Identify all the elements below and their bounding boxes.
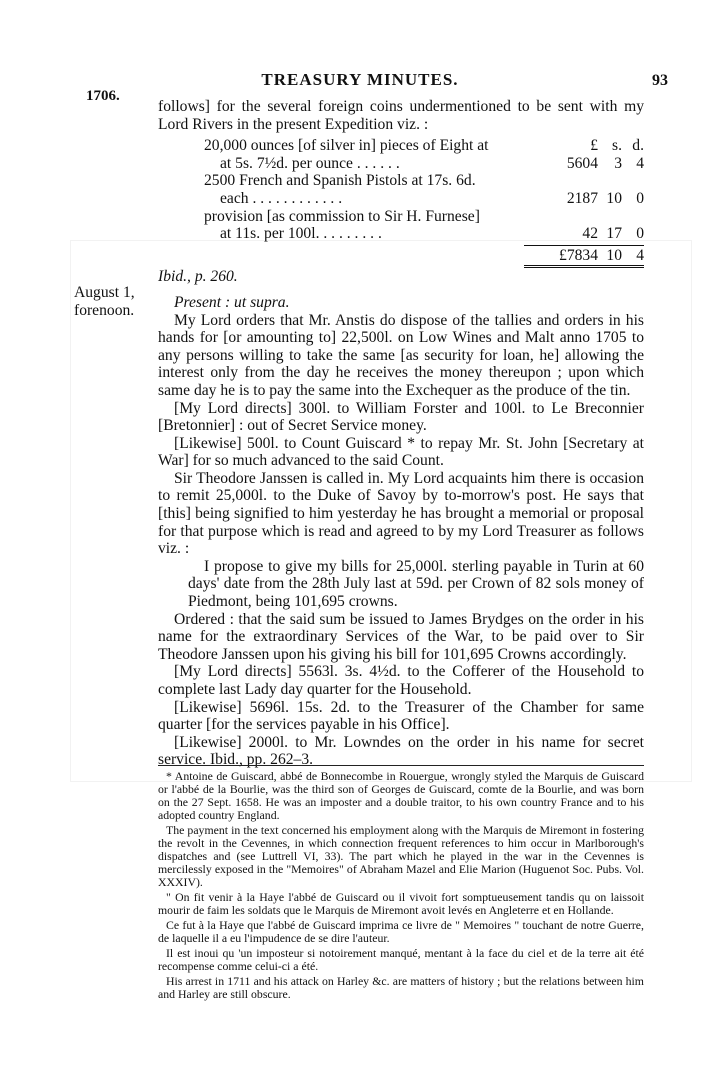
footnote: Ce fut à la Haye que l'abbé de Guiscard imprima ce livre de " Memoires " touchant de notre Guerre, de laquelle il a eu l'impudence de se dire l'auteur. xyxy=(158,918,644,945)
amount-pence: 4 xyxy=(636,154,644,172)
coin-line2: at 5s. 7½d. per ounce . . . . . . xyxy=(220,154,400,172)
amount-shillings: 10 xyxy=(606,189,622,207)
margin-date-line2: forenoon. xyxy=(74,301,135,319)
amount-pounds: 2187 xyxy=(566,189,598,207)
citation: Ibid., p. 260. xyxy=(158,268,238,286)
column-shillings: s. xyxy=(612,137,622,155)
coin-line1: 2500 French and Spanish Pistols at 17s. 6d. xyxy=(204,172,476,190)
column-pounds: £ xyxy=(590,137,598,155)
amount-shillings: 17 xyxy=(606,225,622,243)
quoted-proposal: I propose to give my bills for 25,000l. sterling payable in Turin at 60 days' date from the 28th July last at 59d. per Crown of 82 sols money of Piedmont, being 101,695 crowns. xyxy=(188,557,644,611)
coin-row xyxy=(158,225,644,243)
margin-date xyxy=(74,284,158,319)
intro-paragraph: follows] for the several foreign coins undermentioned to be sent with my Lord Rivers in the present Expedition viz. : xyxy=(158,98,644,133)
amount-pounds: 5604 xyxy=(566,154,598,172)
paragraph: My Lord orders that Mr. Anstis do dispose of the tallies and orders in his hands for [or amounting to] 22,500l. on Low Wines and Malt anno 1705 to any persons willing to take the same [as security for loan, he] allowing the interest only from the day he receives the money thereupon ; upon which same day he is to pay the same into the Exchequer as the produce of the tin. xyxy=(158,311,644,399)
page-number: 93 xyxy=(652,72,668,89)
footnote: * Antoine de Guiscard, abbé de Bonnecombe in Rouergue, wrongly styled the Marquis de Guiscard or l'abbé de la Bourlie, was the third son of Georges de Guiscard, comte de la Bourlie, and was born on the 27 Sept. 1658. He was an imposter and a double traitor, to his own country France and to his adopted country England. xyxy=(158,769,644,822)
footnote: Il est inoui qu 'un imposteur si notoirement manqué, mentant à la face du ciel et de la terre ait été recompense comme celui-ci a été. xyxy=(158,946,644,973)
amount-pounds: 42 xyxy=(582,225,598,243)
column-pence: d. xyxy=(632,137,644,155)
running-title: TREASURY MINUTES. xyxy=(261,70,459,89)
paragraph: [Likewise] 500l. to Count Guiscard * to repay Mr. St. John [Secretary at War] for so much advanced to the said Count. xyxy=(158,434,644,470)
coin-line1: provision [as commission to Sir H. Furnese] xyxy=(204,207,480,225)
coin-row xyxy=(158,208,644,226)
coin-line1: 20,000 ounces [of silver in] pieces of Eight at xyxy=(204,137,489,155)
amount-pence: 0 xyxy=(636,225,644,243)
total-pence: 4 xyxy=(636,246,644,264)
coin-row xyxy=(158,155,644,173)
paragraph: [Likewise] 2000l. to Mr. Lowndes on the order in his name for secret service. Ibid., pp. 262–3. xyxy=(158,733,644,769)
total-pounds: £7834 xyxy=(559,246,598,264)
total-row xyxy=(524,245,644,269)
present-line: Present : ut supra. xyxy=(174,293,290,311)
coin-row xyxy=(158,190,644,208)
footnote: " On fit venir à la Haye l'abbé de Guiscard ou il vivoit fort somptueusement tandis qu on laissoit mourir de faim les soldats que le Marquis de Miremont avoit levés en Angleterre et en Hollande. xyxy=(158,890,644,917)
amount-pence: 0 xyxy=(636,189,644,207)
paragraph: [My Lord directs] 5563l. 3s. 4½d. to the Cofferer of the Household to complete last Lady day quarter for the Household. xyxy=(158,663,644,698)
coin-row xyxy=(158,137,644,155)
main-text xyxy=(158,98,644,769)
coin-line2: each . . . . . . . . . . . . xyxy=(220,189,343,207)
margin-date-line1: August 1, xyxy=(74,284,135,301)
coin-line2: at 11s. per 100l. . . . . . . . . xyxy=(220,225,382,243)
paragraph: Ordered : that the said sum be issued to James Brydges on the order in his name for the extraordinary Services of the War, to be paid over to Sir Theodore Janssen upon his giving his bill for 101,695 Crowns accordingly. xyxy=(158,610,644,663)
paragraph: [Likewise] 5696l. 15s. 2d. to the Treasurer of the Chamber for same quarter [for the services payable in his Office]. xyxy=(158,698,644,734)
total-shillings: 10 xyxy=(606,246,622,264)
footnote: The payment in the text concerned his employment along with the Marquis de Miremont in fostering the revolt in the Cevennes, in which connection frequent references to him occur in Marlborough's dispatches and (see Luttrell VI, 33). The part which he played in the war in the Cevennes is mercilessly exposed in the "Memoires" of Abraham Mazel and Elie Marion (Huguenot Soc. Pubs. Vol. XXXIV). xyxy=(158,823,644,889)
coin-row xyxy=(158,172,644,190)
running-year: 1706. xyxy=(86,88,120,104)
coin-table xyxy=(158,137,644,268)
amount-shillings: 3 xyxy=(614,154,622,172)
footnote: His arrest in 1711 and his attack on Harley &c. are matters of history ; but the relations between him and Harley are still obscure. xyxy=(158,974,644,1001)
paragraph: Sir Theodore Janssen is called in. My Lord acquaints him there is occasion to remit 25,000l. to the Duke of Savoy by to-morrow's post. He says that [this] being signified to him yesterday he has brought a memorial or proposal for that purpose which is read and agreed to by my Lord Treasurer as follows viz. : xyxy=(158,469,644,558)
paragraph: [My Lord directs] 300l. to William Forster and 100l. to Le Breconnier [Bretonnier] : out of Secret Service money. xyxy=(158,399,644,435)
footnotes xyxy=(158,765,644,1003)
